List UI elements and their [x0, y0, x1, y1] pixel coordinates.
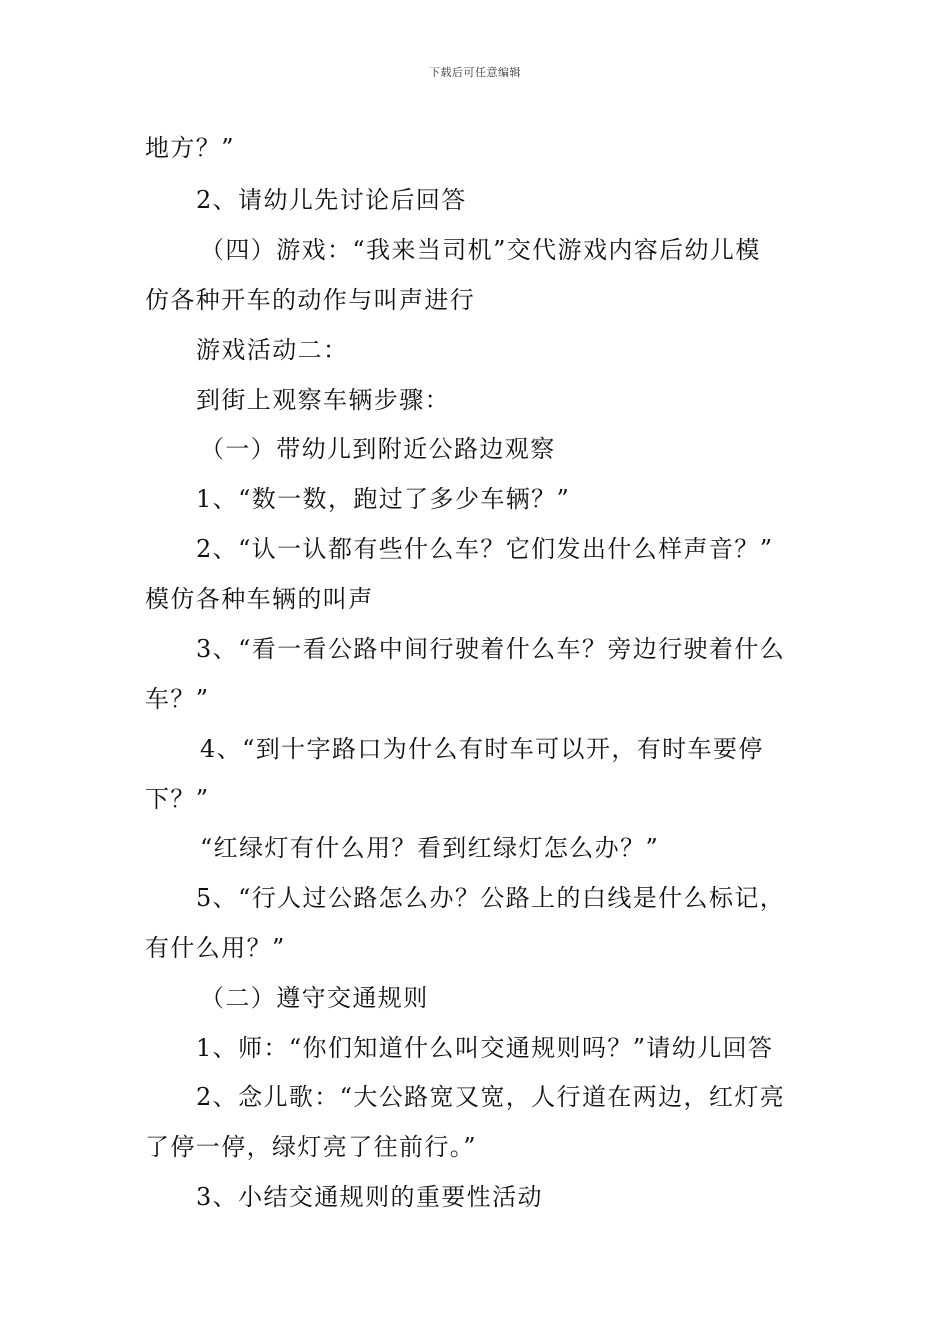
text-line: 了停一停，绿灯亮了往前行。”: [145, 1133, 477, 1161]
text-line: 车？”: [145, 685, 210, 713]
text-line: （四）游戏：“我来当司机”交代游戏内容后幼儿模: [200, 236, 761, 264]
text-line: 仿各种开车的动作与叫声进行: [145, 286, 476, 314]
text-line: 2、请幼儿先讨论后回答: [196, 186, 467, 214]
text-line: （一）带幼儿到附近公路边观察: [200, 435, 556, 463]
text-line: 地方？”: [145, 134, 235, 162]
text-line: 1、师：“你们知道什么叫交通规则吗？”请幼儿回答: [196, 1034, 774, 1062]
text-line: 有什么用？”: [145, 934, 286, 962]
text-line: 2、“认一认都有些什么车？它们发出什么样声音？”: [196, 535, 774, 563]
text-line: 2、念儿歌：“大公路宽又宽，人行道在两边，红灯亮: [196, 1083, 786, 1111]
text-line: 模仿各种车辆的叫声: [145, 585, 374, 613]
page-header-note: 下载后可任意编辑: [429, 66, 521, 79]
text-line: 3、“看一看公路中间行驶着什么车？旁边行驶着什么: [196, 635, 786, 663]
text-line: 游戏活动二：: [196, 336, 349, 364]
text-line: 到街上观察车辆步骤：: [196, 386, 450, 414]
text-line: 4、“到十字路口为什么有时车可以开，有时车要停: [200, 735, 764, 763]
text-line: 5、“行人过公路怎么办？公路上的白线是什么标记，: [196, 884, 786, 912]
text-line: 3、小结交通规则的重要性活动: [196, 1183, 543, 1211]
text-line: （二）遵守交通规则: [200, 984, 429, 1012]
text-line: 下？”: [145, 785, 210, 813]
text-line: 1、“数一数，跑过了多少车辆？”: [196, 485, 571, 513]
text-line: “红绿灯有什么用？看到红绿灯怎么办？”: [200, 834, 660, 862]
